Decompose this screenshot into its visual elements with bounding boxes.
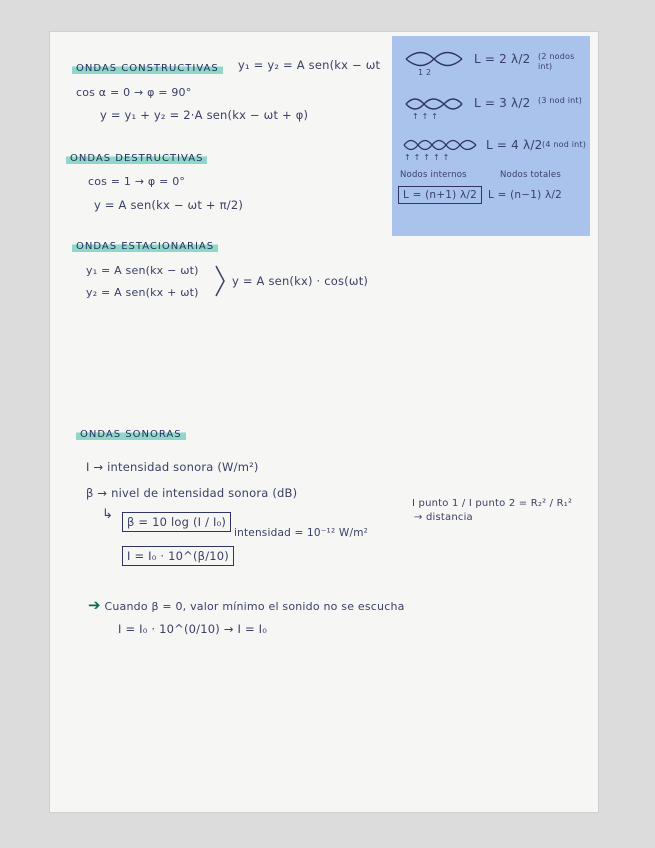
standing-wave-2-icon [404,50,464,68]
sticky-row2-L: L = 3 λ/2 [474,96,531,110]
sticky-row2-note: (3 nod int) [538,96,583,105]
note-I0: intensidad = 10⁻¹² W/m² [234,527,369,539]
eq-estacionarias-y2: y₂ = A sen(kx + ωt) [86,286,199,299]
formula-nodos-totales: L = (n−1) λ/2 [488,189,563,201]
formula-nodos-internos: L = (n+1) λ/2 [398,186,482,204]
formula-I: I = I₀ · 10^(β/10) [122,546,234,566]
formula-beta: β = 10 log (I / I₀) [122,512,231,532]
standing-wave-4-icon [402,138,478,152]
sticky-row3-note: (4 nod int) [542,140,587,149]
note-cuando-block [88,596,405,614]
label-nodos-totales: Nodos totales [500,170,561,180]
standing-wave-3-icon [404,96,464,112]
eq-constructivas-cos: cos α = 0 → φ = 90° [76,86,192,99]
eq-destructivas-cos: cos = 1 → φ = 0° [88,175,186,188]
heading-ondas-destructivas: ONDAS DESTRUCTIVAS [66,152,207,165]
turn-arrow-icon: ↳ [102,507,114,522]
label-nodos-internos: Nodos internos [400,170,467,180]
sticky-row2-marks: ↑ ↑ ↑ [412,112,439,121]
heading-ondas-constructivas: ONDAS CONSTRUCTIVAS [72,62,223,75]
formula-distancia: → distancia [414,512,473,523]
note-cuando: Cuando β = 0, valor mínimo el sonido no se escucha [104,600,405,613]
sticky-row3-marks: ↑ ↑ ↑ ↑ ↑ [404,153,450,162]
sticky-note [392,36,590,236]
def-intensidad: I → intensidad sonora (W/m²) [86,460,259,474]
sticky-row1-L: L = 2 λ/2 [474,52,531,66]
eq-destructivas-y: y = A sen(kx − ωt + π/2) [94,198,244,212]
eq-estacionarias-y1: y₁ = A sen(kx − ωt) [86,264,199,277]
eq-estacionarias-result: y = A sen(kx) · cos(ωt) [232,274,369,288]
brace-icon [214,264,226,300]
green-arrow-icon: ➔ [88,596,101,614]
eq-constructivas-sum: y = y₁ + y₂ = 2·A sen(kx − ωt + φ) [100,108,309,122]
def-nivel-intensidad: β → nivel de intensidad sonora (dB) [86,486,298,500]
heading-ondas-sonoras: ONDAS SONORAS [76,428,186,441]
heading-ondas-estacionarias: ONDAS ESTACIONARIAS [72,240,218,253]
formula-final: I = I₀ · 10^(0/10) → I = I₀ [118,622,268,636]
sticky-row1-note: (2 nodos int) [538,52,575,71]
sticky-row3-L: L = 4 λ/2 [486,138,543,152]
eq-constructivas-top: y₁ = y₂ = A sen(kx − ωt [238,58,381,72]
formula-ratio: I punto 1 / I punto 2 = R₂² / R₁² [412,498,573,509]
sticky-row1-marks: 1 2 [418,68,432,77]
